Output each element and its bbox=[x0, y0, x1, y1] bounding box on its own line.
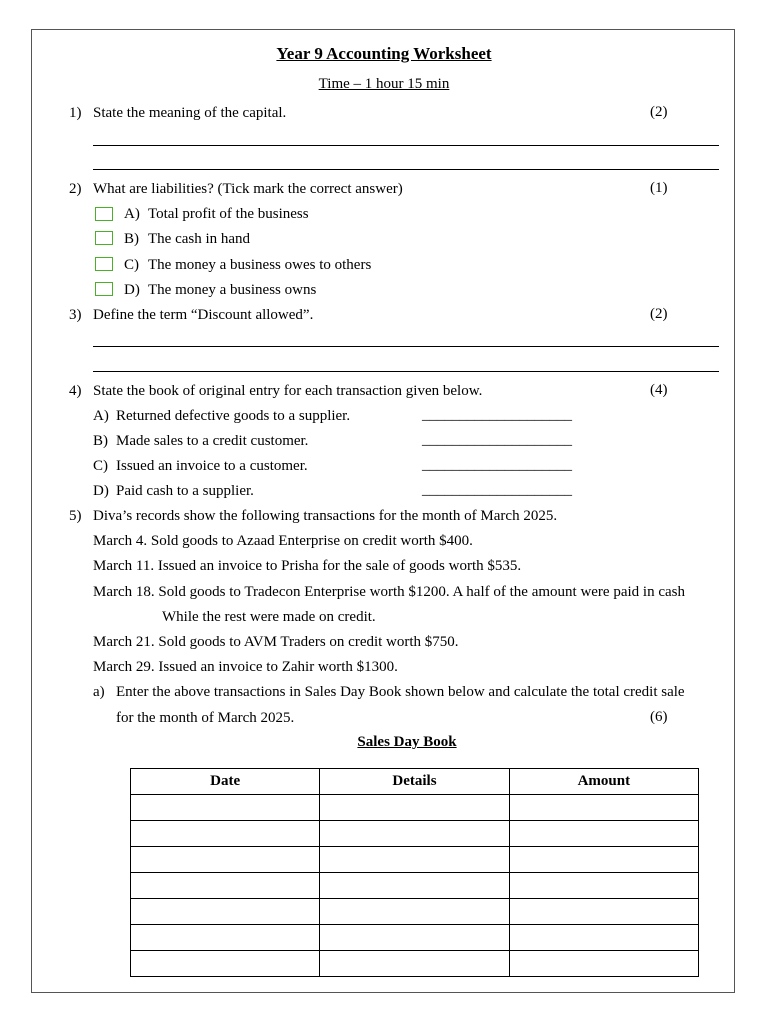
amount-cell[interactable] bbox=[509, 951, 698, 977]
details-cell[interactable] bbox=[320, 899, 509, 925]
q5-text: Diva’s records show the following transactions for the month of March 2025. bbox=[93, 508, 558, 524]
q2-option-d-checkbox[interactable] bbox=[95, 282, 113, 296]
q2-number: 2) bbox=[69, 181, 82, 197]
table-row bbox=[131, 925, 699, 951]
amount-cell[interactable] bbox=[509, 821, 698, 847]
q5-transaction-5: March 29. Issued an invoice to Zahir worth $1300. bbox=[93, 659, 398, 675]
date-cell[interactable] bbox=[131, 873, 320, 899]
q5-part-a-letter: a) bbox=[93, 684, 105, 700]
q5-part-a-text-line-2: for the month of March 2025. bbox=[116, 710, 295, 726]
amount-cell[interactable] bbox=[509, 925, 698, 951]
details-cell[interactable] bbox=[320, 795, 509, 821]
q2-option-a-letter: A) bbox=[124, 206, 140, 222]
date-cell[interactable] bbox=[131, 847, 320, 873]
q5-part-a-text-line-1: Enter the above transactions in Sales Day Book shown below and calculate the total credit sale bbox=[116, 684, 685, 700]
q4-item-d-answer-blank[interactable]: ____________________ bbox=[422, 482, 572, 498]
q5-transaction-2: March 11. Issued an invoice to Prisha for the sale of goods worth $535. bbox=[93, 558, 522, 574]
time-limit: Time – 1 hour 15 min bbox=[318, 76, 450, 92]
q3-answer-line-1[interactable] bbox=[93, 346, 719, 347]
q2-option-b-letter: B) bbox=[124, 231, 139, 247]
q2-option-c-text: The money a business owes to others bbox=[148, 257, 372, 273]
amount-cell[interactable] bbox=[509, 847, 698, 873]
q4-text: State the book of original entry for each transaction given below. bbox=[93, 383, 483, 399]
column-header-amount: Amount bbox=[509, 769, 698, 795]
q5-transaction-3: March 18. Sold goods to Tradecon Enterprise worth $1200. A half of the amount were paid in cash bbox=[93, 584, 685, 600]
table-row bbox=[131, 951, 699, 977]
table-row bbox=[131, 873, 699, 899]
q1-answer-line-2[interactable] bbox=[93, 169, 719, 170]
q4-item-a-letter: A) bbox=[93, 408, 109, 424]
q4-number: 4) bbox=[69, 383, 82, 399]
table-header-row bbox=[131, 769, 699, 795]
amount-cell[interactable] bbox=[509, 899, 698, 925]
q2-option-a-text: Total profit of the business bbox=[148, 206, 309, 222]
q4-item-c-text: Issued an invoice to a customer. bbox=[116, 458, 308, 474]
date-cell[interactable] bbox=[131, 925, 320, 951]
q1-text: State the meaning of the capital. bbox=[93, 105, 287, 121]
q4-item-b-text: Made sales to a credit customer. bbox=[116, 433, 309, 449]
details-cell[interactable] bbox=[320, 951, 509, 977]
q1-marks: (2) bbox=[650, 104, 668, 120]
q4-item-a-text: Returned defective goods to a supplier. bbox=[116, 408, 351, 424]
q4-item-b-answer-blank[interactable]: ____________________ bbox=[422, 432, 572, 448]
table-row bbox=[131, 821, 699, 847]
q1-number: 1) bbox=[69, 105, 82, 121]
q2-option-d-letter: D) bbox=[124, 282, 140, 298]
q2-text: What are liabilities? (Tick mark the correct answer) bbox=[93, 181, 403, 197]
date-cell[interactable] bbox=[131, 795, 320, 821]
q5-number: 5) bbox=[69, 508, 82, 524]
table-row bbox=[131, 795, 699, 821]
column-header-date: Date bbox=[131, 769, 320, 795]
q4-item-b-letter: B) bbox=[93, 433, 108, 449]
q4-item-d-text: Paid cash to a supplier. bbox=[116, 483, 254, 499]
q5-part-a-marks: (6) bbox=[650, 709, 668, 725]
sales-day-book-table bbox=[130, 768, 699, 977]
q3-number: 3) bbox=[69, 307, 82, 323]
q2-option-a-checkbox[interactable] bbox=[95, 207, 113, 221]
date-cell[interactable] bbox=[131, 951, 320, 977]
details-cell[interactable] bbox=[320, 873, 509, 899]
q1-answer-line-1[interactable] bbox=[93, 145, 719, 146]
q2-option-b-checkbox[interactable] bbox=[95, 231, 113, 245]
details-cell[interactable] bbox=[320, 821, 509, 847]
q4-marks: (4) bbox=[650, 382, 668, 398]
q3-answer-line-2[interactable] bbox=[93, 371, 719, 372]
q3-marks: (2) bbox=[650, 306, 668, 322]
column-header-details: Details bbox=[320, 769, 509, 795]
q4-item-a-answer-blank[interactable]: ____________________ bbox=[422, 407, 572, 423]
details-cell[interactable] bbox=[320, 925, 509, 951]
q2-option-b-text: The cash in hand bbox=[148, 231, 251, 247]
q2-option-c-letter: C) bbox=[124, 257, 139, 273]
q4-item-c-answer-blank[interactable]: ____________________ bbox=[422, 457, 572, 473]
table-row bbox=[131, 847, 699, 873]
q2-option-d-text: The money a business owns bbox=[148, 282, 317, 298]
details-cell[interactable] bbox=[320, 847, 509, 873]
q3-text: Define the term “Discount allowed”. bbox=[93, 307, 314, 323]
q2-marks: (1) bbox=[650, 180, 668, 196]
q5-transaction-4: March 21. Sold goods to AVM Traders on credit worth $750. bbox=[93, 634, 459, 650]
q4-item-d-letter: D) bbox=[93, 483, 109, 499]
date-cell[interactable] bbox=[131, 899, 320, 925]
amount-cell[interactable] bbox=[509, 795, 698, 821]
q5-transaction-1: March 4. Sold goods to Azaad Enterprise on credit worth $400. bbox=[93, 533, 473, 549]
table-row bbox=[131, 899, 699, 925]
q2-option-c-checkbox[interactable] bbox=[95, 257, 113, 271]
date-cell[interactable] bbox=[131, 821, 320, 847]
worksheet-title: Year 9 Accounting Worksheet bbox=[276, 44, 492, 63]
q4-item-c-letter: C) bbox=[93, 458, 108, 474]
sales-day-book-title: Sales Day Book bbox=[357, 734, 457, 750]
amount-cell[interactable] bbox=[509, 873, 698, 899]
q5-transaction-3-continued: While the rest were made on credit. bbox=[162, 609, 376, 625]
